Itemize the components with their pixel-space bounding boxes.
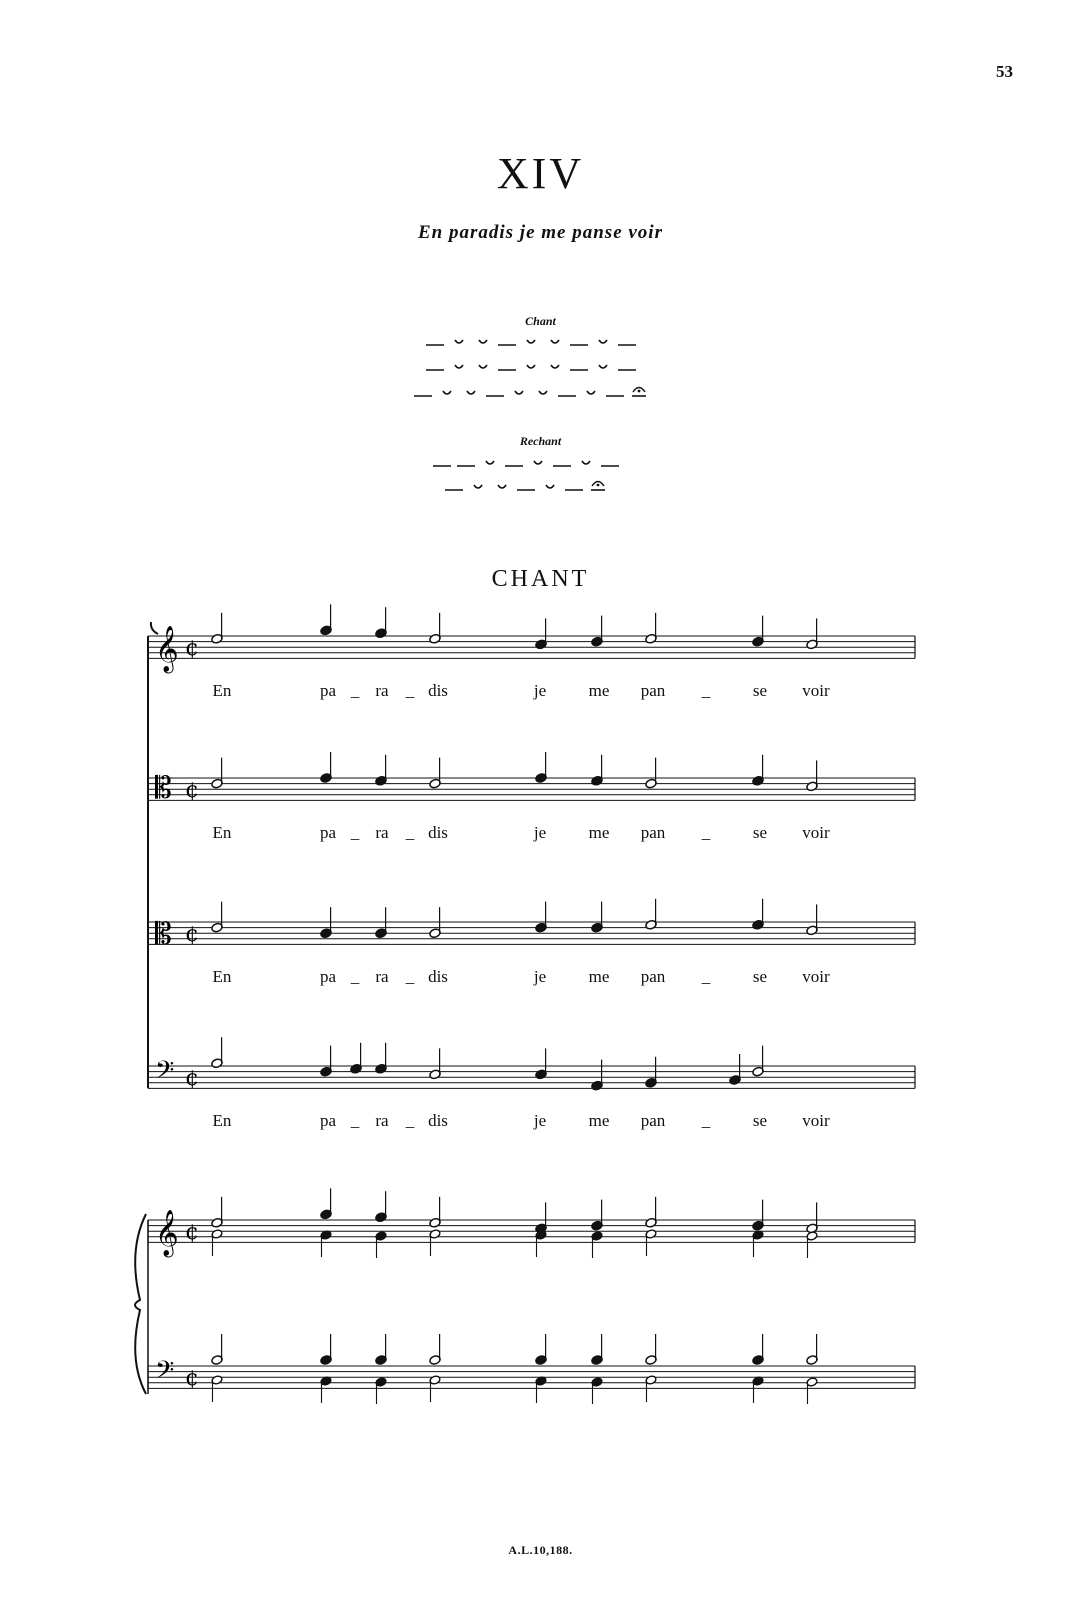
lyric-syllable: _ xyxy=(350,823,360,842)
lyric-syllable: En xyxy=(212,1111,232,1130)
lyric-syllable: dis xyxy=(428,967,448,986)
lyric-syllable: ra xyxy=(375,967,389,986)
lyric-syllable: me xyxy=(588,967,610,986)
page-number: 53 xyxy=(996,62,1013,81)
lyric-syllable: se xyxy=(752,1111,768,1130)
chant-meter-label: Chant xyxy=(525,314,556,328)
lyric-syllable: _ xyxy=(701,1111,711,1130)
lyric-syllable: pan xyxy=(640,823,666,842)
lyric-syllable: me xyxy=(588,1111,610,1130)
lyric-syllable: _ xyxy=(701,681,711,700)
lyric-syllable: _ xyxy=(701,967,711,986)
piece-title: En paradis je me panse voir xyxy=(418,222,663,243)
lyric-syllable: _ xyxy=(405,1111,415,1130)
time-signature-icon: ¢ xyxy=(185,1366,199,1391)
lyric-syllable: je xyxy=(533,1111,547,1130)
lyric-syllable: je xyxy=(533,823,547,842)
bass-clef-icon: 𝄢 xyxy=(155,1356,175,1391)
brace-icon xyxy=(135,1214,146,1394)
lyric-syllable: dis xyxy=(428,1111,448,1130)
rechant-meter-label: Rechant xyxy=(519,434,562,448)
tenor-clef-icon: 𝄡 xyxy=(155,917,172,952)
lyric-syllable: pan xyxy=(640,967,666,986)
lyric-syllable: se xyxy=(752,823,768,842)
lyric-syllable: ra xyxy=(375,823,389,842)
lyric-syllable: pa xyxy=(319,823,337,842)
lyric-syllable: pa xyxy=(319,967,337,986)
time-signature-icon: ¢ xyxy=(185,922,199,947)
voice-staff xyxy=(148,1037,915,1091)
lyric-syllable: voir xyxy=(802,681,830,700)
lyric-syllable: voir xyxy=(802,823,830,842)
lyric-syllable: ra xyxy=(375,1111,389,1130)
lyric-syllable: dis xyxy=(428,823,448,842)
lyrics-line xyxy=(213,1111,830,1130)
lyric-syllable: _ xyxy=(405,823,415,842)
time-signature-icon: ¢ xyxy=(185,636,199,661)
treble-clef-icon: 𝄞 xyxy=(155,626,179,672)
alto-clef-icon: 𝄡 xyxy=(155,771,172,806)
lyric-syllable: voir xyxy=(802,967,830,986)
lyric-syllable: En xyxy=(212,967,232,986)
bass-clef-icon: 𝄢 xyxy=(155,1056,175,1091)
catalog-number: A.L.10,188. xyxy=(508,1543,573,1557)
piece-number: XIV xyxy=(496,149,585,198)
lyric-syllable: En xyxy=(212,681,232,700)
lyrics-line xyxy=(213,681,830,700)
lyric-syllable: En xyxy=(212,823,232,842)
voice-staff xyxy=(148,752,915,806)
piano-staff xyxy=(148,1188,915,1258)
lyric-syllable: pa xyxy=(319,681,337,700)
lyric-syllable: dis xyxy=(428,681,448,700)
lyric-syllable: se xyxy=(752,967,768,986)
lyric-syllable: je xyxy=(533,681,547,700)
lyric-syllable: _ xyxy=(701,823,711,842)
lyrics-line xyxy=(213,967,830,986)
lyric-syllable: _ xyxy=(350,1111,360,1130)
time-signature-icon: ¢ xyxy=(185,1220,199,1245)
lyric-syllable: me xyxy=(588,681,610,700)
voice-staff xyxy=(148,604,915,674)
lyric-syllable: pa xyxy=(319,1111,337,1130)
lyric-syllable: pan xyxy=(640,681,666,700)
lyric-syllable: je xyxy=(533,967,547,986)
lyric-syllable: _ xyxy=(405,681,415,700)
time-signature-icon: ¢ xyxy=(185,1066,199,1091)
lyric-syllable: _ xyxy=(405,967,415,986)
lyric-syllable: _ xyxy=(350,967,360,986)
section-heading: CHANT xyxy=(491,566,590,592)
lyric-syllable: me xyxy=(588,823,610,842)
piano-staff xyxy=(148,1334,915,1404)
voice-staff xyxy=(148,899,915,952)
treble-clef-icon: 𝄞 xyxy=(155,1210,179,1256)
lyric-syllable: voir xyxy=(802,1111,830,1130)
lyric-syllable: _ xyxy=(350,681,360,700)
lyric-syllable: se xyxy=(752,681,768,700)
lyric-syllable: ra xyxy=(375,681,389,700)
time-signature-icon: ¢ xyxy=(185,778,199,803)
lyrics-line xyxy=(213,823,830,842)
lyric-syllable: pan xyxy=(640,1111,666,1130)
